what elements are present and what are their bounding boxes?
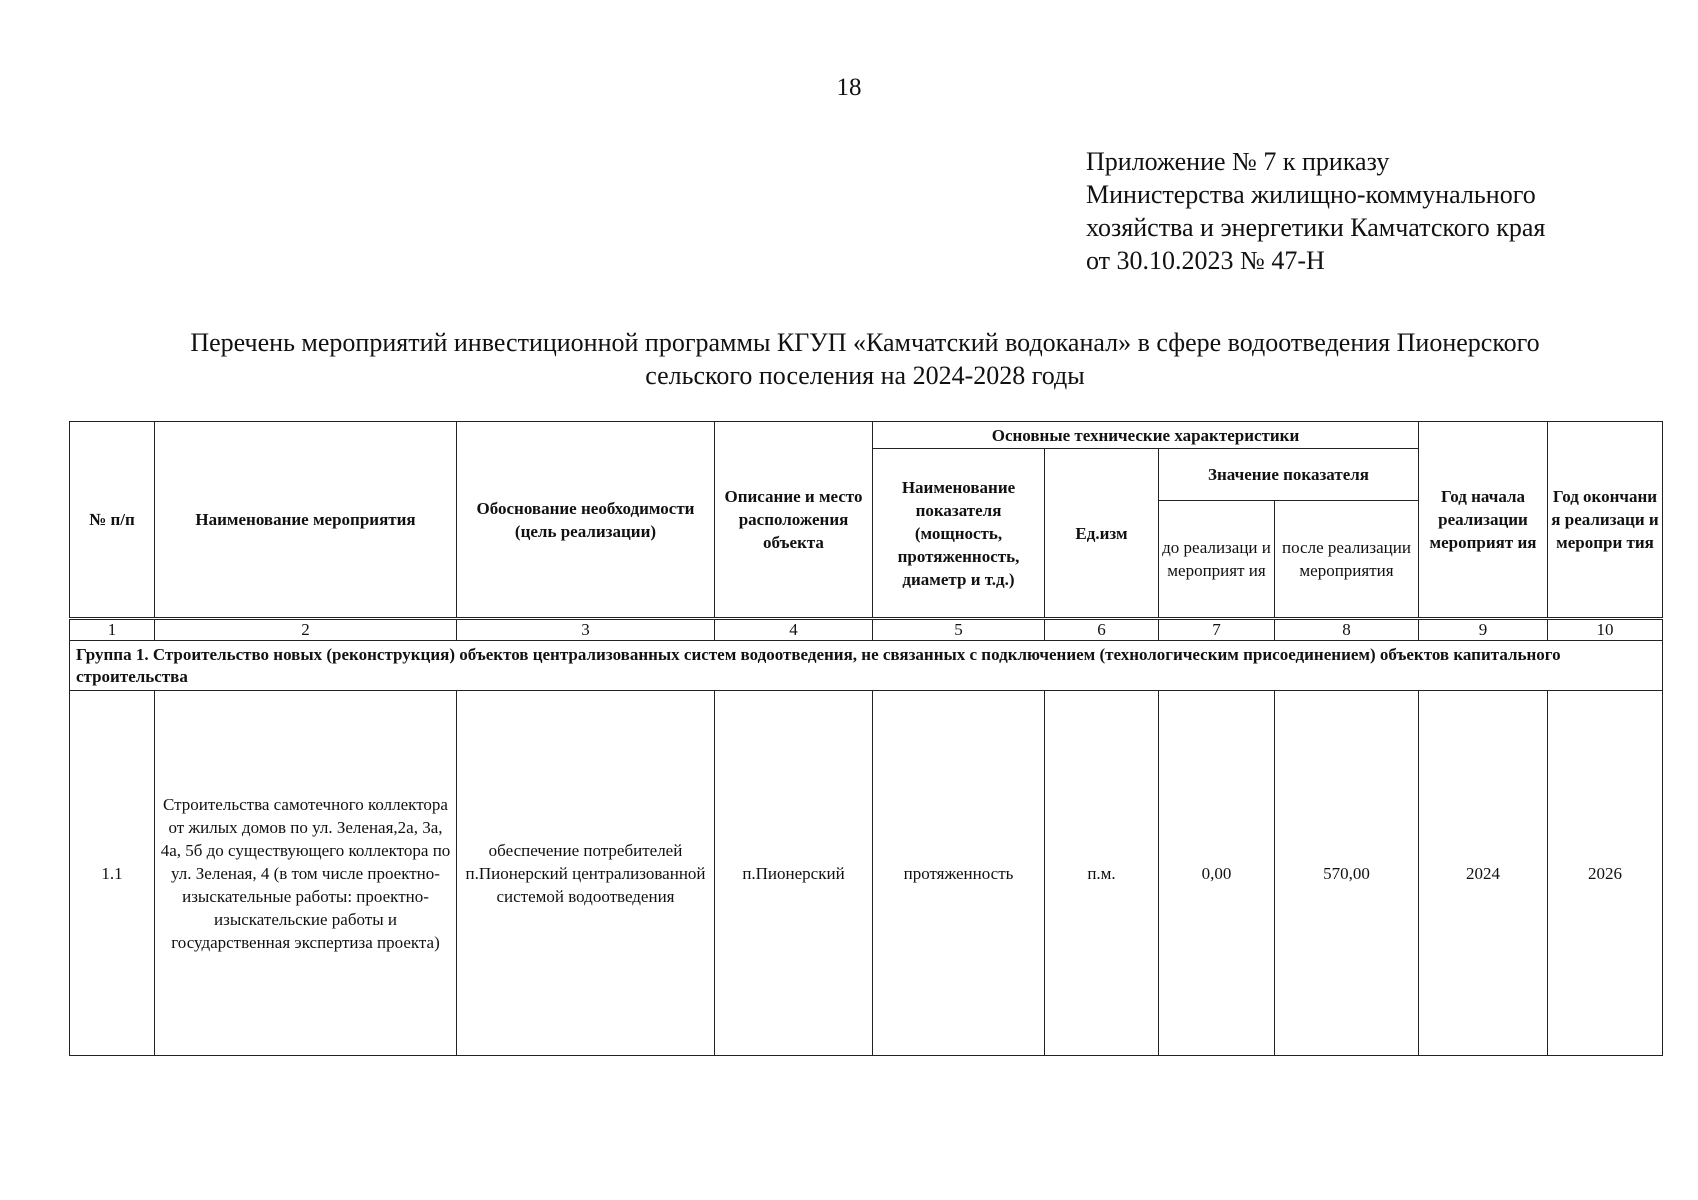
cell-indicator-name: протяженность [873, 691, 1045, 1056]
group-row [70, 641, 1663, 691]
column-number: 4 [715, 619, 873, 641]
header-end-year: Год окончани я реализаци и меропри тия [1548, 422, 1663, 619]
column-number: 3 [457, 619, 715, 641]
column-number: 1 [70, 619, 155, 641]
header-before: до реализаци и мероприят ия [1159, 501, 1275, 619]
column-number-row [70, 619, 1663, 641]
cell-start-year: 2024 [1419, 691, 1548, 1056]
appendix-reference [1086, 145, 1545, 277]
cell-unit: п.м. [1045, 691, 1159, 1056]
header-num: № п/п [70, 422, 155, 619]
cell-before: 0,00 [1159, 691, 1275, 1056]
appendix-line: Приложение № 7 к приказу [1086, 147, 1390, 176]
document-title [100, 326, 1630, 392]
table-row [70, 691, 1663, 1056]
title-line: сельского поселения на 2024-2028 годы [645, 361, 1085, 390]
header-start-year: Год начала реализации мероприят ия [1419, 422, 1548, 619]
header-unit: Ед.изм [1045, 449, 1159, 619]
header-justification: Обоснование необходимости (цель реализации) [457, 422, 715, 619]
cell-justification: обеспечение потребителей п.Пионерский централизованной системой водоотведения [457, 691, 715, 1056]
measures-table [69, 421, 1663, 1056]
header-indicator-name: Наименование показателя (мощность, протяженность, диаметр и т.д.) [873, 449, 1045, 619]
header-name: Наименование мероприятия [155, 422, 457, 619]
cell-after: 570,00 [1275, 691, 1419, 1056]
column-number: 8 [1275, 619, 1419, 641]
column-number: 5 [873, 619, 1045, 641]
column-number: 2 [155, 619, 457, 641]
cell-name: Строительства самотечного коллектора от жилых домов по ул. Зеленая,2а, 3а, 4а, 5б до существующего коллектора по ул. Зеленая, 4 (в том числе проектно-изыскательные работы: проектно-изыскательские работы и государственная экспертиза проекта) [155, 691, 457, 1056]
header-main-tech: Основные технические характеристики [873, 422, 1419, 449]
column-number: 9 [1419, 619, 1548, 641]
appendix-line: хозяйства и энергетики Камчатского края [1086, 213, 1546, 242]
page-number: 18 [836, 74, 862, 101]
cell-end-year: 2026 [1548, 691, 1663, 1056]
appendix-line: Министерства жилищно-коммунального [1086, 180, 1536, 209]
group-title: Группа 1. Строительство новых (реконструкция) объектов централизованных систем водоотведения, не связанных с подключением (технологическим присоединением) объектов капитального строительства [70, 641, 1663, 691]
header-after: после реализации мероприятия [1275, 501, 1419, 619]
header-indicator-value: Значение показателя [1159, 449, 1419, 501]
cell-description: п.Пионерский [715, 691, 873, 1056]
cell-num: 1.1 [70, 691, 155, 1056]
appendix-line: от 30.10.2023 № 47-Н [1086, 246, 1325, 275]
column-number: 6 [1045, 619, 1159, 641]
title-line: Перечень мероприятий инвестиционной программы КГУП «Камчатский водоканал» в сфере водоотведения Пионерского [190, 328, 1540, 357]
column-number: 7 [1159, 619, 1275, 641]
column-number: 10 [1548, 619, 1663, 641]
header-description: Описание и место расположения объекта [715, 422, 873, 619]
